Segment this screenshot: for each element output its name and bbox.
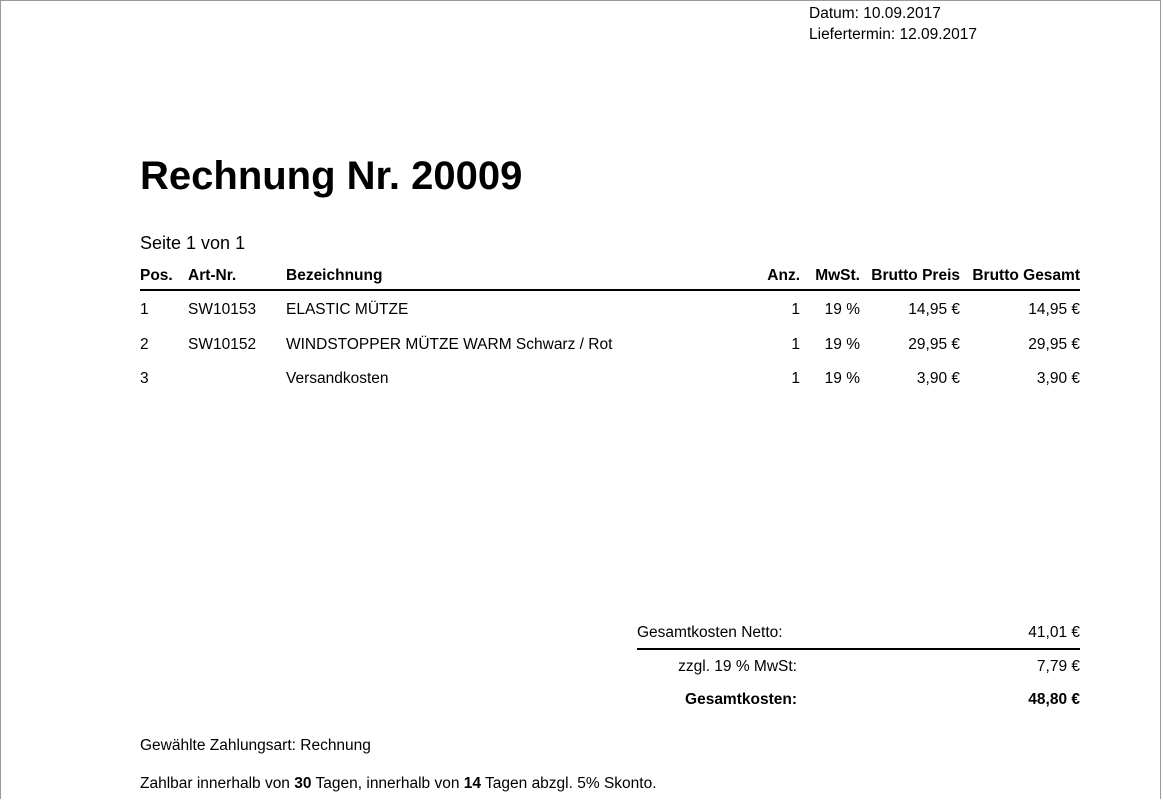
cell-bezeichnung: ELASTIC MÜTZE bbox=[286, 301, 409, 319]
terms-suffix: Tagen abzgl. 5% Skonto. bbox=[481, 775, 657, 792]
cell-brutto-preis: 3,90 € bbox=[916, 370, 960, 388]
mwst-label: zzgl. 19 % MwSt: bbox=[678, 657, 797, 675]
gesamt-label: Gesamtkosten: bbox=[685, 690, 797, 708]
page-info: Seite 1 von 1 bbox=[140, 233, 246, 253]
column-header-anz: Anz. bbox=[766, 262, 800, 290]
column-header-art-nr: Art-Nr. bbox=[188, 262, 286, 290]
cell-pos: 1 bbox=[140, 301, 149, 319]
payment-terms bbox=[140, 774, 657, 794]
cell-pos: 2 bbox=[140, 335, 149, 353]
table-row bbox=[140, 328, 1080, 363]
table-header-row bbox=[140, 262, 1080, 290]
cell-art-nr bbox=[188, 362, 286, 397]
invoice-meta bbox=[809, 3, 977, 45]
column-header-bezeichnung: Bezeichnung bbox=[286, 262, 766, 290]
gesamt-value: 48,80 € bbox=[1028, 690, 1080, 708]
cell-mwst: 19 % bbox=[824, 335, 860, 353]
totals-row-gesamt bbox=[637, 683, 1080, 716]
netto-value: 41,01 € bbox=[797, 618, 1080, 649]
cell-art-nr: SW10152 bbox=[188, 335, 257, 353]
terms-prefix: Zahlbar innerhalb von bbox=[140, 775, 295, 792]
column-header-brutto-gesamt: Brutto Gesamt bbox=[960, 262, 1080, 290]
cell-art-nr: SW10153 bbox=[188, 301, 257, 319]
table-row bbox=[140, 290, 1080, 328]
cell-brutto-gesamt: 3,90 € bbox=[1036, 370, 1080, 388]
cell-pos: 3 bbox=[140, 370, 149, 388]
cell-bezeichnung: WINDSTOPPER MÜTZE WARM Schwarz / Rot bbox=[286, 335, 613, 353]
cell-brutto-gesamt: 14,95 € bbox=[1028, 301, 1080, 319]
column-header-pos: Pos. bbox=[140, 262, 188, 290]
totals-table bbox=[637, 618, 1080, 716]
mwst-value: 7,79 € bbox=[1036, 657, 1080, 675]
delivery-date: Liefertermin: 12.09.2017 bbox=[809, 26, 978, 43]
invoice-date: Datum: 10.09.2017 bbox=[809, 5, 941, 22]
invoice-title: Rechnung Nr. 20009 bbox=[140, 154, 523, 198]
column-header-mwst: MwSt. bbox=[800, 262, 860, 290]
column-header-brutto-preis: Brutto Preis bbox=[860, 262, 960, 290]
terms-middle: Tagen, innerhalb von bbox=[311, 775, 464, 792]
totals-row-netto bbox=[637, 618, 1080, 649]
cell-mwst: 19 % bbox=[824, 301, 860, 319]
cell-bezeichnung: Versandkosten bbox=[286, 370, 389, 388]
cell-brutto-preis: 14,95 € bbox=[908, 301, 960, 319]
cell-anz: 1 bbox=[791, 370, 800, 388]
netto-label: Gesamtkosten Netto: bbox=[637, 618, 797, 649]
table-row bbox=[140, 362, 1080, 397]
cell-brutto-preis: 29,95 € bbox=[908, 335, 960, 353]
payment-method: Gewählte Zahlungsart: Rechnung bbox=[140, 737, 371, 754]
terms-days-net: 30 bbox=[294, 775, 312, 792]
totals-row-mwst bbox=[637, 649, 1080, 683]
cell-mwst: 19 % bbox=[824, 370, 860, 388]
terms-days-discount: 14 bbox=[463, 775, 481, 792]
line-items-table bbox=[140, 262, 1080, 397]
cell-anz: 1 bbox=[791, 301, 800, 319]
cell-anz: 1 bbox=[791, 335, 800, 353]
cell-brutto-gesamt: 29,95 € bbox=[1028, 335, 1080, 353]
